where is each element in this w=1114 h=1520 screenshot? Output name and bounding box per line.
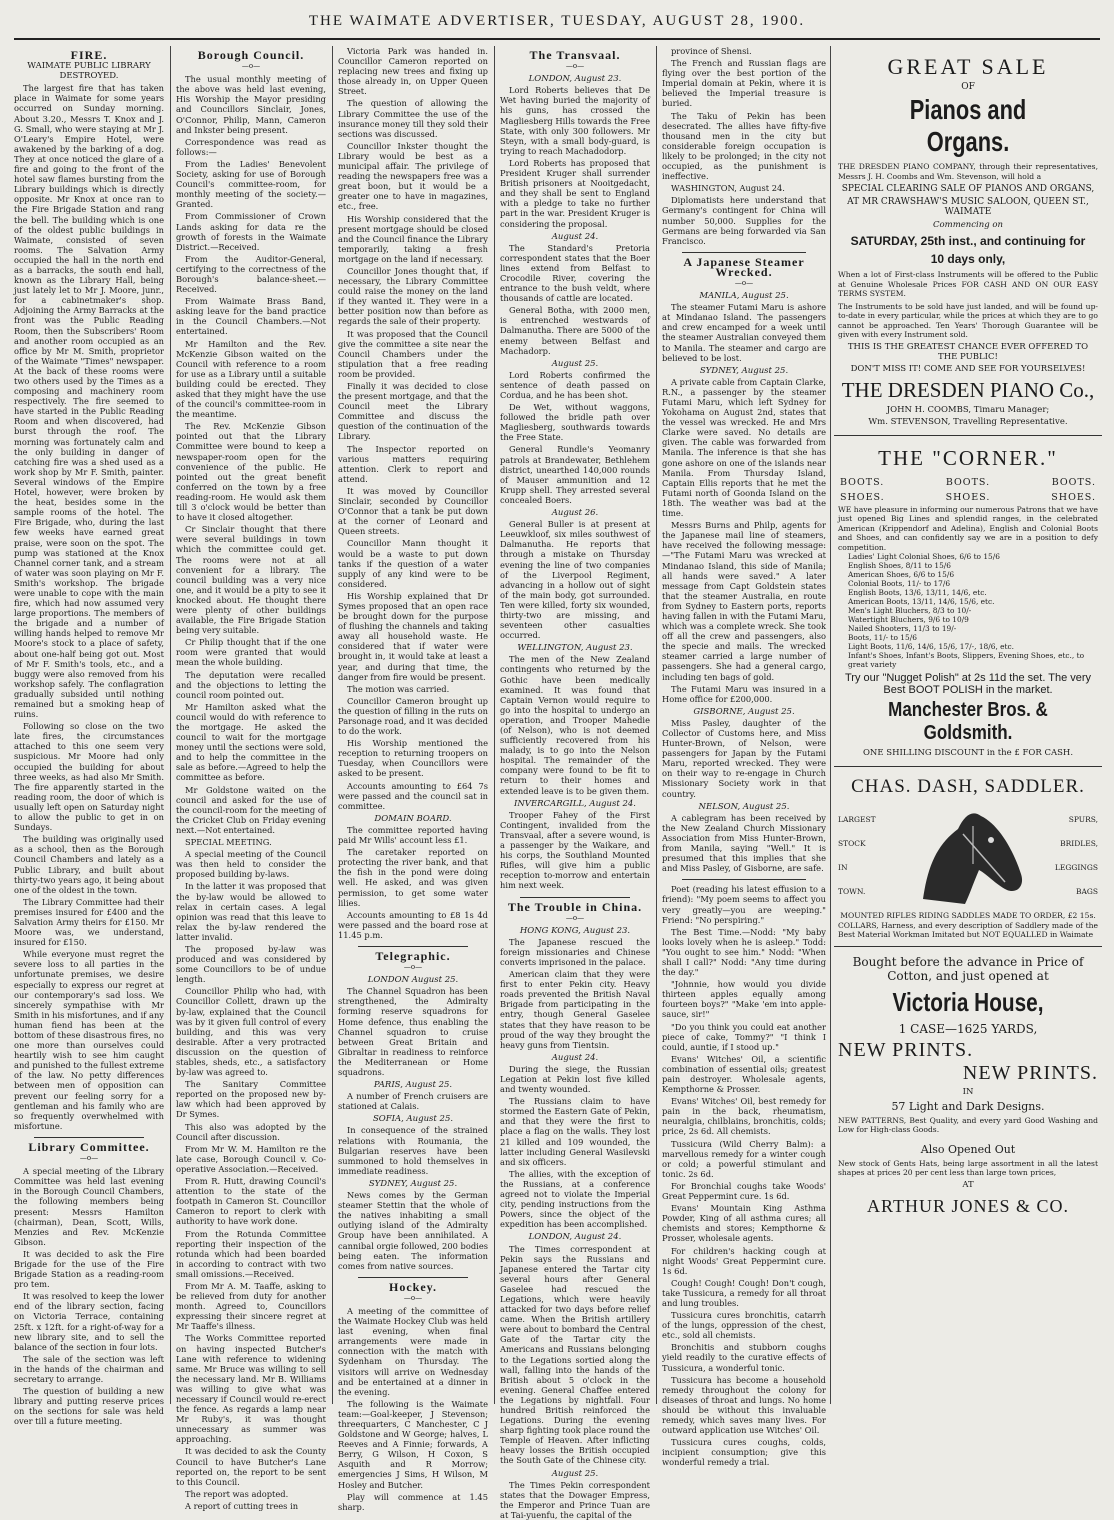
borough-paragraph: Mr Goldstone waited on the council and asked for the use of the council-room for the meeting of the Cricket Club on Friday evening next.—Not entertained. xyxy=(176,784,326,835)
dateline: SYDNEY, August 25. xyxy=(699,365,789,376)
china-paragraph: The Russians claim to have stormed the Eastern Gate of Pekin, and that they were the first to place a flag on the walls. They lost 21 killed and 109 wounded, the latter including General Wasilevski and six officers. xyxy=(500,1096,650,1167)
borough-paragraph: From the Rotunda Committee reporting their inspection of the rotunda which had been boarded in according to contract with two small omissions.—Received. xyxy=(176,1228,326,1279)
china-article xyxy=(500,926,650,1520)
fire-paragraph: The building was originally used as a school, then as the Borough Council Chambers and lately as a Public Library, and built about thirty-two years ago, it being about one of the oldest in the town. xyxy=(14,834,164,895)
saddler-right-line: BRIDLES, xyxy=(1060,839,1098,848)
shoes-row xyxy=(838,490,1098,505)
library-paragraph: The sale of the section was left in the hands of the chairman and secretary to arrange. xyxy=(14,1353,164,1384)
boot-price-item: English Shoes, 8/11 to 15/6 xyxy=(848,561,951,570)
separator: —o— xyxy=(565,913,585,922)
borough-paragraph: Councillor Inkster thought the Library would be best as a municipal affair. The privilege of reading the newspapers free was a great boon, but it would be a greater one to have in magazines, etc., free. xyxy=(338,140,488,212)
borough-heading: Borough Council. xyxy=(197,48,305,62)
borough-paragraph: It was decided to ask the County Council to have Butcher's Lane reported on, the report to be sent to this Council. xyxy=(176,1446,326,1487)
fire-subheading: WAIMATE PUBLIC LIBRARY DESTROYED. xyxy=(27,61,151,82)
telegraphic-paragraph: News comes by the German steamer Stettin that the whole of the natives inhabiting a small outlying island of the Admiralty Group have been annihilated. A cannibal orgie followed, 200 bodies being eaten. The information comes from native sources. xyxy=(338,1190,488,1271)
column-rule xyxy=(170,46,171,1404)
transvaal-paragraph: General Rundle's Yeomanry patrols at Brandewater, Bethlehem district, unearthed 140,000 rounds of Mauser ammunition and 12 Krupp shell. They arrested several concealed Boers. xyxy=(500,444,650,505)
saddler-right-line: SPURS, xyxy=(1068,815,1098,824)
dateline: August 24. xyxy=(551,231,599,242)
masthead xyxy=(0,0,1114,42)
corner-boots-ad xyxy=(834,436,1102,768)
telegraphic-paragraph: A number of French cruisers are stationed at Calais. xyxy=(338,1091,488,1112)
library-paragraph: It was resolved to keep the lower end of the library section, facing on Victoria Terrace, containing 25ft. x 12ft. for a right-of-way for a new library site, and to sell the balance of the section in four lots. xyxy=(14,1291,164,1352)
we-have-text: WE have pleasure in informing our numerous Patrons that we have just opened Big Lines and splendid ranges, in the celebrated American (Krippendorf and Adelina), English and Colonial Boots and Shoes, and can confidently say we are in a position to defy competition. xyxy=(838,504,1098,552)
advertisements xyxy=(834,46,1102,1404)
commencing-on: Commencing on xyxy=(933,220,1003,230)
dateline: August 26. xyxy=(551,508,599,519)
borough-paragraph: From the Ladies' Benevolent Society, asking for use of Borough Council's committee-room, for monthly meeting of the society.—Granted. xyxy=(176,158,326,210)
new-prints-2: NEW PRINTS. xyxy=(962,1061,1098,1084)
dateline: LONDON, August 23. xyxy=(528,74,622,85)
china-paragraph: The French and Russian flags are flying over the best portion of the Imperial domain at Pekin, where it is believed the Imperial treasure is buried. xyxy=(662,58,826,109)
fire-paragraph: Following so close on the two late fires, the circumstances attached to this one seem very suspicious. Mr Moore had only occupied the building for about three weeks, as had also Mr Smith. The fire apparently started in the reading room, the door of which is usually left open on Saturday night to allow the public to get in on Sundays. xyxy=(14,721,164,833)
boot-price-item: English Boots, 13/6, 13/11, 14/6, etc. xyxy=(848,588,987,597)
borough-paragraph: His Worship considered that the present mortgage should be closed and the Council finance the Library temporarily, taking a fresh mortgage on the land if necessary. xyxy=(338,213,488,264)
divider xyxy=(520,897,630,898)
saddler-right-line: BAGS xyxy=(1075,887,1098,896)
dateline: GISBORNE, August 25. xyxy=(693,706,795,717)
china-paragraph: Diplomatists here understand that Germany's contingent for China will number 50,000. Supplies for the Germans are being forwarded via San Francisco. xyxy=(662,195,826,246)
dont-miss: DON'T MISS IT! COME AND SEE FOR YOURSELVES! xyxy=(850,363,1086,374)
dresden-company: THE DRESDEN PIANO Co., xyxy=(841,377,1095,402)
borough-paragraph: Councillor Mann thought it would be a waste to put down tanks if the question of a water supply of any kind were to be considered. xyxy=(338,538,488,589)
pianos-organs-title: Pianos and Organs. xyxy=(909,94,1027,157)
miscellany-paragraph: For Bronchial coughs take Woods' Great Peppermint cure. 1s 6d. xyxy=(662,1180,826,1202)
transvaal-paragraph: General Buller is at present at Leeuwkloof, six miles southwest of Dalmanutha. He reports that through a mistake on Thursday evening the line of two companies of the Liverpool Regiment, advancing in a hollow out of sight of the main body, got surrounded. Ten were killed, forty six wounded, thirty-two are missing, and seventeen other casualties occurred. xyxy=(500,519,650,641)
borough-paragraph: From R. Hutt, drawing Council's attention to the state of the footpath in Cameron St. Councillor Cameron to report to clerk with authority to have work done. xyxy=(176,1176,326,1227)
borough-paragraph: Councillor Cameron brought up the question of filling in the ruts on Parsonage road, and it was decided to do the work. xyxy=(338,695,488,737)
separator: —o— xyxy=(79,1154,99,1163)
hockey-heading: Hockey. xyxy=(389,1279,437,1294)
dateline: WELLINGTON, August 23. xyxy=(517,643,633,654)
japanese-steamer-heading: A Japanese Steamer Wrecked. xyxy=(683,254,805,279)
fire-paragraph: The Library Committee had their premises insured for £400 and the Salvation Army theirs for £150. Mr Moore was, we understand, insured for £150. xyxy=(14,896,164,948)
miscellany-paragraph: The Best Time.—Nodd: "My baby looks lovely when he is asleep." Todd: "You ought to see him." Nodd: "When shall I call?" Nodd: "Any time during the day." xyxy=(662,926,826,978)
dateline: LONDON, August 24. xyxy=(528,1232,622,1243)
separator: —o— xyxy=(241,62,261,71)
hockey-paragraph: A meeting of the committee of the Waimate Hockey Club was held last evening, when final arrangements were made in connection with the match with Sydenham on Thursday. The visitors will arrive on Wednesday and be entertained at a dinner in the evening. xyxy=(338,1305,488,1397)
miscellany-paragraph: Tussicura cures coughs, colds, incipient consumption; give this wonderful remedy a trial. xyxy=(662,1437,826,1468)
also-opened: Also Opened Out xyxy=(920,1142,1016,1156)
crawshaw-saloon: AT MR CRAWSHAW'S MUSIC SALOON, QUEEN ST., WAIMATE xyxy=(847,197,1089,217)
column-council-cont xyxy=(338,46,488,1512)
boot-price-item: Watertight Bluchers, 9/6 to 10/9 xyxy=(848,615,969,624)
separator: —o— xyxy=(403,1293,423,1302)
saddler-body xyxy=(838,801,1098,911)
in-label: IN xyxy=(962,1086,974,1097)
stevenson-rep: Wm. STEVENSON, Travelling Representative. xyxy=(868,416,1068,427)
telegraphic-paragraph: The Channel Squadron has been strengthened, the Admiralty forming reserve squadrons for Home defence, thus enabling the Channel squadron to cruise between Great Britain and Gibraltar in readiness to reinforce the Mediterranean or Home squadrons. xyxy=(338,986,488,1077)
japanese-steamer-paragraph: A cablegram has been received by the New Zealand Church Missionary Association from Miss Hunter-Brown, from Manila, saying "Well." It is presumed that this implies that she and Miss Pasley, of Gisborne, are safe. xyxy=(662,812,826,874)
domain-paragraph: Accounts amounting to £8 1s 4d were passed and the board rose at 11.45 p.m. xyxy=(338,909,488,940)
dateline: PARIS, August 25. xyxy=(373,1080,453,1091)
dateline: LONDON August 25. xyxy=(367,975,459,986)
at-label: AT xyxy=(962,1179,974,1190)
new-patterns: NEW PATTERNS, Best Quality, and every yard Good Washing and Low for High-class Goods. xyxy=(838,1115,1098,1134)
boot-price-item: Men's Light Bluchers, 8/3 to 10/- xyxy=(848,606,972,615)
telegraphic-paragraph: In consequence of the strained relations with Roumania, the Bulgarian reserves have been summoned to hold themselves in immediate readiness. xyxy=(338,1125,488,1176)
saddler-left-line: TOWN. xyxy=(838,887,866,896)
column-rule xyxy=(656,46,657,1404)
china-paragraph: WASHINGTON, August 24. xyxy=(671,183,785,194)
domain-paragraph: The caretaker reported on protecting the river bank, and that the fish in the pond were doing well. He asked, and was given permission, to get some water lilies. xyxy=(338,847,488,908)
of-label: OF xyxy=(961,82,975,92)
transvaal-paragraph: General Botha, with 2000 men, is entrenched westwards of Dalmanutha. There are 5000 of the enemy between Belfast and Machadorp. xyxy=(500,305,650,356)
japanese-steamer-paragraph: The Futami Maru was insured in a Home office for £200,000. xyxy=(662,683,826,704)
miscellany-paragraph: For children's hacking cough at night Woods' Great Peppermint cure. 1s 6d. xyxy=(662,1245,826,1276)
dateline: August 24. xyxy=(551,1052,599,1063)
corner-title: THE "CORNER." xyxy=(878,445,1058,470)
china-paragraph: The Times Pekin correspondent states that the Dowager Empress, the Emperor and Prince Tuan are at Tai-yuenfu, the capital of the xyxy=(500,1479,650,1520)
arthur-jones: ARTHUR JONES & CO. xyxy=(867,1195,1069,1216)
library-article xyxy=(14,1166,164,1426)
dateline: NELSON, August 25. xyxy=(698,801,790,812)
designs: 57 Light and Dark Designs. xyxy=(891,1099,1045,1113)
transvaal-article xyxy=(500,74,650,890)
borough-paragraph: The proposed by-law was produced and was considered by some Councillors to be of undue length. xyxy=(176,943,326,985)
column-borough xyxy=(176,46,326,1511)
borough-paragraph: Cr Sinclair thought that there were several buildings in town which the committee could get. The rooms were not at all convenient for a library. The council building was a very nice one, and it would be a pity to see it knocked about. He thought there were plenty of other buildings available, the Fire Brigade Station being very suitable. xyxy=(176,524,326,636)
borough-paragraph: Finally it was decided to close the present mortgage, and that the Council meet the Library Committee and discuss the question of the continuation of the Library. xyxy=(338,381,488,442)
china-paragraph: The allies, with the exception of the Russians, at a conference agreed not to violate the Imperial city, pending instructions from the Powers, since the object of the expedition has been accomplished. xyxy=(500,1168,650,1230)
borough-paragraph: From Mr A. M. Taaffe, asking to be relieved from duty for another month. Agreed to, Councillors expressing their sincere regret at Mr Taaffe's illness. xyxy=(176,1280,326,1332)
bought-before: Bought before the advance in Price of Cotton, and just opened at xyxy=(852,954,1084,983)
boot-price-item: Light Boots, 11/6, 14/6, 15/6, 17/-, 18/6, etc. xyxy=(848,642,1014,651)
china-paragraph: The Taku of Pekin has been desecrated. The allies have fifty-five thousand men in the city but considerable foreign occupation is likely to be prolonged; in the city not occupied, as the punishment is ineffective. xyxy=(662,110,826,182)
china-article-continued xyxy=(662,46,826,246)
borough-paragraph: Mr Hamilton asked what the council would do with reference to the mortgage. He asked the council to wait for the mortgage money until the sections were sold, and to help the committee in the sale as before.—Agreed to help the committee as before. xyxy=(176,701,326,783)
borough-paragraph: From Commissioner of Crown Lands asking for data re the growth of forests in the Waimate District.—Received. xyxy=(176,211,326,252)
coombs-manager: JOHN H. COOMBS, Timaru Manager; xyxy=(886,404,1050,415)
nugget-polish: Try our "Nugget Polish" at 2s 11d the set. The very Best BOOT POLISH in the market. xyxy=(844,672,1092,696)
transvaal-paragraph: Lord Roberts has proposed that President Kruger shall surrender British prisoners at Nooitgedacht, and they shall be sent to England with a pledge to take no further part in the war. President Kruger is considering the proposal. xyxy=(500,157,650,229)
divider xyxy=(34,1137,144,1138)
divider xyxy=(358,946,468,947)
shoes-word: SHOES. xyxy=(840,491,885,503)
saddler-left-line: LARGEST xyxy=(838,815,876,824)
telegraphic-heading: Telegraphic. xyxy=(375,948,451,963)
borough-paragraph: Councillor Philip who had, with Councillor Collett, drawn up the by-law, explained that the Council was by it given full control of every building, and this was very desirable. After a very protracted discussion on the question of stables, sheds, etc., a satisfactory by-law was agreed to. xyxy=(176,986,326,1078)
column-rule xyxy=(332,46,333,1404)
borough-paragraph: A report of cutting trees in xyxy=(185,1500,299,1511)
miscellany-paragraph: Tussicura cures bronchitis, catarrh of the lungs, oppression of the chest, etc., sold all chemists. xyxy=(662,1310,826,1341)
cash-discount: ONE SHILLING DISCOUNT in the £ FOR CASH. xyxy=(862,748,1074,758)
library-paragraph: The question of building a new library and putting reserve prices on the sections for sale was held over till a future meeting. xyxy=(14,1386,164,1427)
divider xyxy=(358,1277,468,1278)
column-rule xyxy=(494,46,495,1404)
dateline: SYDNEY, August 25. xyxy=(368,1178,458,1189)
japanese-steamer-paragraph: The steamer Futami Maru is ashore at Mindanao Island. The passengers and crew encamped for a week until the steamer Australian conveyed them to Manila. The steamer and cargo are believed to be lost. xyxy=(662,302,826,363)
china-paragraph: The Times correspondent at Pekin says the Russians and Japanese entered the Tartar city several hours after General Gaselee had rescued the Legations, which were heavily attacked for two days before relief came. When the British artillery were about to bombard the Central Gate of the Tartar city the Americans and Russians belonging to the Legations sortied along the wall, falling into the hands of the British about 5 o'clock in the evening. General Chaffee entered the Legations by nightfall. Four hundred British reinforced the Legations. During the evening sharp fighting took place round the Temple of Heaven. After inflicting heavy losses the British occupied the South Gate of the Chinese city. xyxy=(500,1243,650,1466)
borough-paragraph: Mr Hamilton and the Rev. McKenzie Gibson waited on the Council with reference to a room for use as a Library until a suitable building could be erected. They asked that they might have the use of the council's committee-room in the meantime. xyxy=(176,338,326,420)
separator: —o— xyxy=(403,963,423,972)
masthead-rule xyxy=(14,38,1100,40)
japanese-steamer-paragraph: A private cable from Captain Clarke, R.N., a passenger by the steamer Futami Maru, which left Sydney for Yokohama on August 2nd, states that the vessel was wrecked. He and Mrs Clarke were saved. No details are given. The cable was forwarded from Manila. The inference is that she has gone ashore on one of the islands near Manila. From Thursday Island, Captain Ellis reports that he met the Futami north of Goonda Island on the 18th. The weather was bad at the time. xyxy=(662,376,826,519)
transvaal-heading: The Transvaal. xyxy=(529,48,621,62)
saddler-right-line: LEGGINGS xyxy=(1054,863,1098,872)
miscellany-paragraph: Tussicura (Wild Cherry Balm): a marvellous remedy for a winter cough or cold; a powerful stimulant and tonic. 2s 6d. xyxy=(662,1138,826,1179)
borough-paragraph: It was moved by Councillor Sinclair, seconded by Councillor O'Connor that a tank be put down at the corner of Leonard and Queen streets. xyxy=(338,485,488,537)
victoria-house-ad xyxy=(834,947,1102,1223)
borough-paragraph: The report was adopted. xyxy=(185,1488,289,1499)
transvaal-paragraph: The men of the New Zealand contingents who returned by the Gothic have been medically examined. It was found that Captain Vernon would require to go into the hospital to undergo an operation, and Trooper Mahedie (of Nelson), who is not deemed sufficiently recovered from his malady, is to go into the Nelson hospital. The remainder of the company were found to be fit to return to their homes and extended leave is to be given them. xyxy=(500,654,650,796)
dateline: August 25. xyxy=(551,1468,599,1479)
saddler-left-line: STOCK xyxy=(838,839,866,848)
borough-paragraph: Accounts amounting to £64 7s were passed and the council sat in committee. xyxy=(338,780,488,811)
domain-paragraph: The committee reported having paid Mr Wills' account less £1. xyxy=(338,824,488,846)
boot-price-item: American Shoes, 6/6 to 15/6 xyxy=(848,570,955,579)
hockey-paragraph: Play will commence at 1.45 sharp. xyxy=(338,1491,488,1512)
borough-paragraph: It was proposed that the Council give the committee a site near the Council Chambers under the stipulation that a free reading room be provided. xyxy=(338,328,488,379)
borough-paragraph: The Sanitary Committee reported on the proposed new by-law which had been approved by Dr Symes. xyxy=(176,1079,326,1120)
miscellany-paragraph: "Do you think you could eat another piece of cake, Tommy?" "I think I could, auntie, if I stood up." xyxy=(662,1021,826,1052)
boot-price-item: Infant's Shoes, Infant's Boots, Slippers, Evening Shoes, etc., to great variety xyxy=(848,651,1085,669)
greatest-chance: THIS IS THE GREATEST CHANCE EVER OFFERED TO THE PUBLIC! xyxy=(847,341,1089,362)
borough-paragraph: Cr Philip thought that if the one room were granted that would mean the whole building. xyxy=(176,637,326,668)
dateline: HONG KONG, August 23. xyxy=(519,925,631,936)
borough-paragraph: The question of allowing the Library Committee the use of the insurance money till they sold their sections was discussed. xyxy=(338,98,488,139)
borough-paragraph: His Worship explained that Dr Symes proposed that an open race be brought down for the purpose of flushing the channels and taking away all household waste. He considered that if water were brought in, it would take at least a year, and during that time, the danger from fire would be present. xyxy=(338,590,488,682)
boot-price-item: Boots, 11/- to 15/6 xyxy=(848,633,917,642)
saddler-right xyxy=(1043,808,1098,904)
when-lot: When a lot of First-class Instruments will be offered to the Public at Genuine Wholesale Prices FOR CASH AND ON OUR EASY TERMS SYSTEM. xyxy=(838,270,1098,298)
new-prints-1: NEW PRINTS. xyxy=(838,1038,974,1061)
case-yards: 1 CASE—1625 YARDS, xyxy=(898,1021,1038,1036)
borough-paragraph: From Waimate Brass Band, asking leave for the band practice in the Council Chambers.—Not entertained. xyxy=(176,296,326,337)
separator: —o— xyxy=(565,62,585,71)
boots-word: BOOTS. xyxy=(1051,476,1096,488)
transvaal-paragraph: Lord Roberts believes that De Wet having buried the majority of his guns, has crossed the Magliesberg Hills towards the Free State, with only 300 followers. Mr Steyn, with a small body-guard, is trying to reach Machadodorp. xyxy=(500,85,650,156)
borough-paragraph: The usual monthly meeting of the above was held last evening, His Worship the Mayor presiding and Councillors Sinclair, Jones, O'Connor, Philip, Mann, Cameron and Inkster being present. xyxy=(176,74,326,135)
boot-price-item: Nailed Shooters, 11/3 to 19/- xyxy=(848,624,957,633)
china-paragraph: During the siege, the Russian Legation at Pekin lost five killed and twenty wounded. xyxy=(500,1063,650,1095)
shoes-word: SHOES. xyxy=(1051,491,1096,503)
boot-price-item: American Boots, 13/11, 14/6, 15/6, etc. xyxy=(848,597,995,606)
column-transvaal xyxy=(500,46,650,1520)
ten-days: 10 days only, xyxy=(930,252,1006,266)
borough-paragraph: Correspondence was read as follows:— xyxy=(176,136,326,157)
japanese-steamer-article xyxy=(662,291,826,873)
borough-paragraph: Victoria Park was handed in. Councillor Cameron reported on replacing new trees and fixing up those already in, on Upper Queen Street. xyxy=(338,46,488,97)
borough-article xyxy=(176,74,326,1511)
boot-price-list xyxy=(838,552,1098,669)
borough-paragraph: The Works Committee reported on having inspected Butcher's Lane with reference to widening same. Mr Bruce was willing to sell the necessary land. Mr B. Williams was willing to give what was necessary if Council would re-erect the fence. As regards a lamp near Mr Ruby's, it was thought unnecessary as summer was approaching. xyxy=(176,1333,326,1445)
saturday-date: SATURDAY, 25th inst., and continuing for xyxy=(850,234,1086,248)
dateline: SOFIA, August 25. xyxy=(372,1114,454,1125)
column-fire xyxy=(14,46,164,1427)
transvaal-paragraph: Lord Roberts confirmed the sentence of death passed on Cordua, and he has been shot. xyxy=(500,369,650,400)
great-sale-title: GREAT SALE xyxy=(887,54,1049,79)
domain-heading: DOMAIN BOARD. xyxy=(374,813,452,824)
fire-article xyxy=(14,83,164,1131)
transvaal-paragraph: Trooper Fahey of the First Contingent, invalided from the Transvaal, after a severe wound, is a passenger by the Waikare, and his corps, the Southland Mounted Rifles, will give him a public reception to-morrow and entertain him next week. xyxy=(500,809,650,891)
instruments-text: The Instruments to be sold have just landed, and will be found up-to-date in every particular, while the prices at which they are to go cannot be approached. Ten Years' Thorough Guarantee will be given with every Instrument sold. xyxy=(838,301,1098,339)
japanese-steamer-paragraph: Miss Pasley, daughter of the Collector of Customs here, and Miss Hunter-Brown, of Nelson, were passengers for Japan by the Futami Maru, reported wrecked. They were on their way to re-engage in Church Missionary Society work in that country. xyxy=(662,717,826,799)
domain-article xyxy=(338,825,488,940)
borough-paragraph: SPECIAL MEETING. xyxy=(185,837,272,848)
dresden-intro: THE DRESDEN PIANO COMPANY, through their representatives, Messrs J. H. Coombs and Wm. Stevenson, will hold a xyxy=(838,162,1098,181)
library-heading: Library Committee. xyxy=(28,1139,150,1154)
transvaal-paragraph: De Wet, without waggons, followed the bridle path over Magliesberg, southwards towards the Free State. xyxy=(500,402,650,443)
borough-paragraph: His Worship mentioned the reception to returning troopers on Tuesday, when Councillors were asked to be present. xyxy=(338,738,488,779)
masthead-title: THE WAIMATE ADVERTISER, TUESDAY, AUGUST 28, 1900. xyxy=(308,12,806,29)
transvaal-paragraph: The Standard's Pretoria correspondent states that the Boer lines extend from Belfast to Crocodile River, covering the entrance to the bush veldt, where thousands of cattle are located. xyxy=(500,242,650,304)
piano-sale-ad xyxy=(834,46,1102,436)
dateline: August 25. xyxy=(551,358,599,369)
miscellany xyxy=(662,884,826,1467)
victoria-house: Victoria House, xyxy=(892,986,1044,1017)
library-paragraph: A special meeting of the Library Committee was held last evening in the Borough Council Chambers, the following members being present: Messrs Hamilton (chairman), Dean, Scott, Wills, Menzies and Rev. McKenzie Gibson. xyxy=(14,1166,164,1247)
clearing-sale: SPECIAL CLEARING SALE OF PIANOS AND ORGANS, xyxy=(841,184,1095,194)
shoes-word: SHOES. xyxy=(945,491,991,503)
borough-paragraph: The deputation were recalled and the objections to letting the council room pointed out. xyxy=(176,669,326,700)
dateline: INVERCARGILL, August 24. xyxy=(514,798,636,809)
miscellany-paragraph: "Johnnie, how would you divide thirteen apples equally among fourteen boys?" "Make 'em into apple-sauce, sir!" xyxy=(662,979,826,1020)
borough-paragraph: The Inspector reported on various matters requiring attention. Clerk to report and attend. xyxy=(338,443,488,484)
miscellany-paragraph: Evans' Witches' Oil, a scientific combination of essential oils; greatest pain destroyer. Wholesale agents, Kempthorne & Prosser. xyxy=(662,1053,826,1095)
borough-paragraph: The Rev. McKenzie Gibson pointed out that the Library Committee were bound to keep a newspaper-room open for the convenience of the public. He pointed out the great benefit conferred on the town by a free reading-room. He would ask them till 3 o'clock would be better than to have it closed altogether. xyxy=(176,421,326,523)
manchester-bros: Manchester Bros. & Goldsmith. xyxy=(888,699,1048,744)
fire-paragraph: The largest fire that has taken place in Waimate for some years occurred on Sunday morning. About 3.20., Messrs T. Knox and J. G. Small, who were staying at Mr J. O'Leary's Empire Hotel, were awakened by the barking of a dog. They at once noticed the glare of a fire and going to the front of the hotel saw flames bursting from the Library buildings which is directly opposite. Mr Knox at once ran to the Fire Brigade Station and rang the bell. The building which is one of the oldest public buildings in Waimate, consisted of seven rooms. The Salvation Army occupied the hall in the north end as a barracks, the south end hall, known as the Library Hall, being just lately let to Mr J. Moore, junr., for a cabinetmaker's shop. Adjoining the Army Barracks at the front was the Public Reading Room, then the Subscribers' Room and another room occupied as an office by Mr M. Smith, proprietor of the Waimate "Times" newspaper. At the back of these rooms were two others used by the Times as a composing and machinery room respectively. The fire seemed to have started in the Public Reading Room and when discovered, had burst through the roof. The morning was fortunately calm and the only building in danger of catching fire was a shed used as a work shop by Mr F. Smith, painter. Several windows of the Empire Hotel, however, were broken by the heat, besides some in the sample rooms of the hotel. The Fire Brigade, who, during the last few weeks have earned great praise, were soon on the spot. The pump was stationed at the Knox Channel corner tank, and a stream of water was soon playing on Mr F. Smith's workshop. The brigade were unable to cope with the main fire, which had now assumed very large proportions. The members of the brigade and a number of willing hands helped to remove Mr Moore's stock to a place of safety, about one-half being got out. Most of Mr F. Smith's tools, etc., and a buggy were also removed from his workshop safely. The conflagration gradually subsided until nothing remained but a smoking heap of ruins. xyxy=(14,83,164,720)
telegraphic-article xyxy=(338,975,488,1271)
miscellany-paragraph: Cough! Cough! Cough! Don't cough, take Tussicura, a remedy for all throat and lung troubles. xyxy=(662,1277,826,1308)
column-japanese xyxy=(662,46,826,1468)
column-rule xyxy=(830,46,831,1404)
saddler-left-line: IN xyxy=(838,863,848,872)
saddler-ad xyxy=(834,767,1102,947)
boots-word: BOOTS. xyxy=(840,476,885,488)
miscellany-paragraph: Tussicura has become a household remedy throughout the colony for diseases of throat and lungs. No home should be without this invaluable remedy, which saves many lives. For outward application use Witches' Oil. xyxy=(662,1374,826,1436)
dateline: MANILA, August 25. xyxy=(699,291,789,302)
miscellany-paragraph: Evans' Witches' Oil, best remedy for pain in the back, rheumatism, neuralgia, chilblains, bronchitis, colds; price, 2s 6d. All chemists. xyxy=(662,1096,826,1137)
divider xyxy=(682,879,806,880)
hockey-paragraph: The following is the Waimate team:—Goal-keeper, J Stevenson; threequarters, C Manchester, C J Goldstone and W George; halves, L Reeves and A Finnie; forwards, A Berry, G Wilson, H Coxon, S Asquith and R Morrow; emergencies J Sims, H Wilson, M Hosley and Butcher. xyxy=(338,1398,488,1490)
separator: —o— xyxy=(734,278,754,287)
china-paragraph: American claim that they were first to enter Pekin city. Heavy roads prevented the British Naval Brigade from participating in the entry, though General Gaselee states that they have reason to be proud of the way they brought the heavy guns from Tientsin. xyxy=(500,969,650,1050)
boots-word: BOOTS. xyxy=(945,476,991,488)
mounted-rifles: MOUNTED RIFLES RIDING SADDLES MADE TO ORDER, £2 15s. xyxy=(840,911,1096,920)
hockey-article xyxy=(338,1306,488,1512)
china-heading: The Trouble in China. xyxy=(507,899,643,914)
china-paragraph: The Japanese rescued the foreign missionaries and Chinese converts imprisoned in the palace. xyxy=(500,936,650,967)
borough-article-continued xyxy=(338,46,488,811)
collars-harness: COLLARS, Harness, and every description of Saddlery made of the Best Material Workman Imitated but NOT EQUALLED in Waimate xyxy=(838,920,1098,939)
library-paragraph: It was decided to ask the Fire Brigade for the use of the Fire Brigade Station as a reading-room pro tem. xyxy=(14,1248,164,1290)
borough-paragraph: The motion was carried. xyxy=(347,683,450,694)
borough-paragraph: Councillor Jones thought that, if necessary, the Library Committee could raise the money on the land if they wanted it. They were in a better position now than before as regards the sale of their property. xyxy=(338,265,488,327)
miscellany-paragraph: Poet (reading his latest effusion to a friend): "My poem seems to affect you very greatly—you are weeping." Friend: "No perspiring." xyxy=(662,884,826,925)
boot-price-item: Ladies' Light Colonial Shoes, 6/6 to 15/6 xyxy=(848,552,1000,561)
china-paragraph: province of Shensi. xyxy=(671,46,752,56)
saddler-left xyxy=(838,808,893,904)
borough-paragraph: From the Auditor-General, certifying to the correctness of the Borough's balance-sheet.—Received. xyxy=(176,253,326,295)
borough-paragraph: A special meeting of the Council was then held to consider the proposed building by-laws. xyxy=(176,849,326,880)
borough-paragraph: From Mr W. M. Hamilton re the late case, Borough Council v. Co-operative Association.—Received. xyxy=(176,1143,326,1174)
saddler-title: CHAS. DASH, SADDLER. xyxy=(851,776,1085,797)
fire-heading: FIRE. xyxy=(70,48,108,62)
japanese-steamer-paragraph: Messrs Burns and Philp, agents for the Japanese mail line of steamers, have received the following message:—"The Futami Maru was wrecked at Mindanao Island, this side of Manila; all hands were saved." A later message from Capt Goldstein states that the steamer Australia, en route from Sydney to Eastern ports, reports having fallen in with the Futami Maru, which was a complete wreck. She took off all the crew and passengers, also the specie and mails. The wrecked steamer carried a large number of passengers. She had a general cargo, including ten bags of gold. xyxy=(662,520,826,682)
boot-price-item: Colonial Boots, 11/- to 17/6 xyxy=(848,579,951,588)
boots-row xyxy=(838,475,1098,490)
divider xyxy=(682,252,806,253)
new-stock: New stock of Gents Hats, being large assortment in all the latest shapes at prices 20 per cent less than large town prices, xyxy=(838,1158,1098,1177)
miscellany-paragraph: Bronchitis and stubborn coughs yield readily to the curative effects of Tussicura, a wonderful tonic. xyxy=(662,1342,826,1373)
miscellany-paragraph: Evans' Mountain King Asthma Powder, King of all asthma cures; all chemists and stores; Kempthorne & Prosser, wholesale agents. xyxy=(662,1203,826,1244)
borough-paragraph: In the latter it was proposed that the by-law would be allowed to relax in certain cases. A legal opinion was read that this leave to relax the by-law rendered the latter invalid. xyxy=(176,881,326,942)
fire-paragraph: While everyone must regret the severe loss to all parties in the unfortunate premises, we desire especially to express our regret at our contemporary's sad loss. We sincerely sympathise with Mr Smith in his misfortunes, and if any human fiend has been at the bottom of these disastrous fires, no one more than ourselves could heartily wish to see him caught and punished to the fullest extreme of the law. No petty differences between men of opposition can prevent our feeling sorry for a gentleman and his family who are so frequently overwhelmed with misfortune. xyxy=(14,949,164,1131)
borough-paragraph: This also was adopted by the Council after discussion. xyxy=(176,1121,326,1142)
horse-head-icon xyxy=(903,804,1033,909)
